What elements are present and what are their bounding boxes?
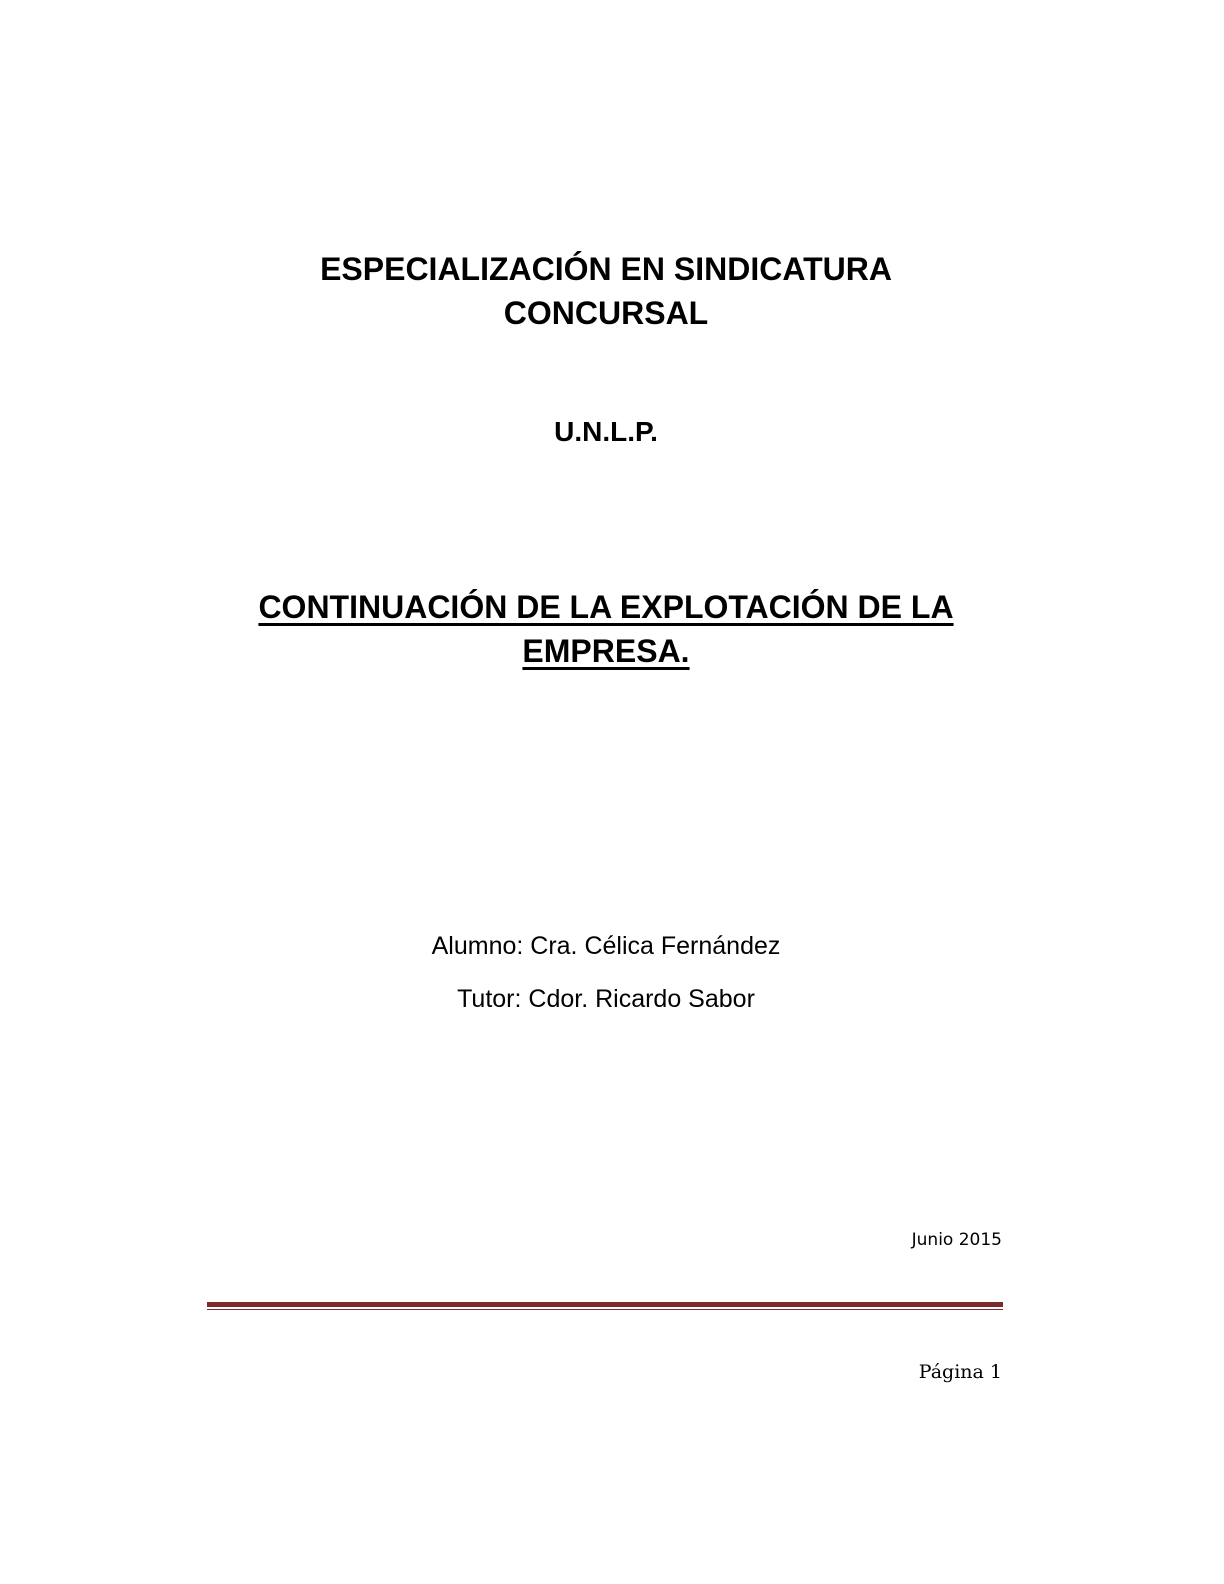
thesis-title-line-2: EMPRESA.	[522, 633, 690, 669]
thesis-title	[0, 585, 1212, 673]
page-number: Página 1	[918, 1361, 1002, 1383]
program-title-line-2: CONCURSAL	[503, 295, 709, 331]
footer-divider	[207, 1302, 1003, 1310]
tutor-line: Tutor: Cdor. Ricardo Sabor	[457, 985, 755, 1013]
footer-divider-thin	[207, 1309, 1003, 1310]
program-title-line-1: ESPECIALIZACIÓN EN SINDICATURA	[320, 251, 892, 287]
document-date: Junio 2015	[911, 1230, 1002, 1250]
thesis-title-line-1: CONTINUACIÓN DE LA EXPLOTACIÓN DE LA	[258, 589, 954, 625]
institution-name: U.N.L.P.	[554, 416, 658, 447]
author-line: Alumno: Cra. Célica Fernández	[431, 932, 781, 960]
program-title	[0, 247, 1212, 335]
